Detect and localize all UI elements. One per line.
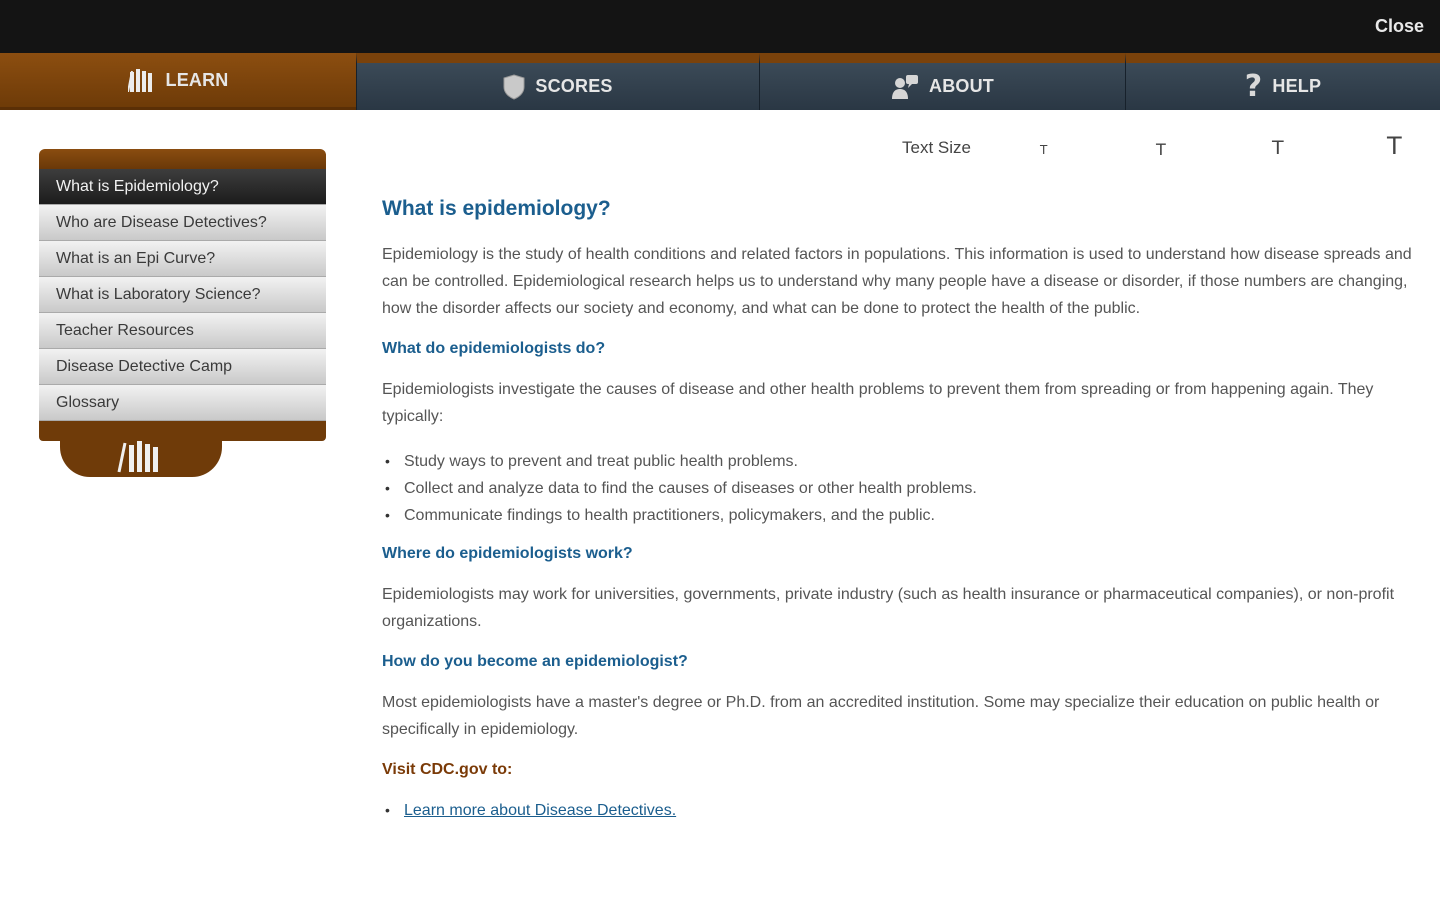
books-icon [117,439,165,478]
intro-paragraph: Epidemiology is the study of health conditions and related factors in populations. This information is used to understand how disease spreads and can be controlled. Epidemiological research helps us to understand why many people have a disease or disorder, if those numbers are changing, how the disorder affects our society and economy, and what can be done to protect the health of the public. [382,246,1412,317]
sidebar [39,149,326,441]
tab-scores-label: SCORES [535,76,613,96]
visit-cdc-heading: Visit CDC.gov to: [382,761,513,778]
sidebar-toggle-tab[interactable] [60,439,222,477]
sidebar-footer [39,421,326,441]
text-size-xlarge-button[interactable]: T [1387,132,1402,160]
disease-detectives-link[interactable]: Learn more about Disease Detectives. [404,802,677,819]
section-heading-where-work: Where do epidemiologists work? [382,545,633,562]
visit-links-list [382,797,1427,824]
list-item: • Communicate findings to health practitioners, policymakers, and the public. [382,502,1427,529]
tab-help-label: HELP [1272,76,1322,96]
sidebar-item-epi-curve[interactable]: What is an Epi Curve? [39,241,326,277]
top-bar [0,0,1440,53]
sidebar-item-laboratory-science[interactable]: What is Laboratory Science? [39,277,326,313]
sidebar-item-detective-camp[interactable]: Disease Detective Camp [39,349,326,385]
section-text-what-do: Epidemiologists investigate the causes of disease and other health problems to prevent them from spreading or from happening again. They typically: [382,381,1374,425]
sidebar-item-glossary[interactable]: Glossary [39,385,326,421]
main-content [382,197,1427,840]
tab-help[interactable] [1125,53,1440,110]
text-size-large-button[interactable]: T [1272,137,1284,159]
tab-scores[interactable] [356,53,759,110]
question-icon: ? [1244,68,1263,104]
section-text-become: Most epidemiologists have a master's degree or Ph.D. from an accredited institution. Some may specialize their education on public health or specifically in epidemiology. [382,694,1380,738]
list-item: • Collect and analyze data to find the causes of diseases or other health problems. [382,475,1427,502]
list-item [382,797,1427,824]
text-size-label: Text Size [902,138,971,157]
close-button[interactable]: Close [1374,16,1424,36]
section-text-where-work: Epidemiologists may work for universities, governments, private industry (such as health insurance or pharmaceutical companies), or non-profit organizations. [382,586,1395,630]
section-heading-become: How do you become an epidemiologist? [382,653,688,670]
text-size-medium-button[interactable]: T [1156,140,1166,159]
shield-icon [503,74,525,100]
page-title: What is epidemiology? [382,197,611,220]
tab-about-label: ABOUT [929,76,994,96]
duties-list [382,448,1427,529]
books-icon [128,68,156,92]
sidebar-item-disease-detectives[interactable]: Who are Disease Detectives? [39,205,326,241]
sidebar-header [39,149,326,169]
tab-learn[interactable] [0,53,356,110]
tab-about[interactable] [759,53,1125,110]
sidebar-item-what-is-epidemiology[interactable]: What is Epidemiology? [39,169,326,205]
person-icon [891,74,919,100]
section-heading-what-do: What do epidemiologists do? [382,340,606,357]
list-item: • Study ways to prevent and treat public health problems. [382,448,1427,475]
sidebar-item-teacher-resources[interactable]: Teacher Resources [39,313,326,349]
text-size-small-button[interactable]: T [1040,143,1048,157]
main-nav [0,53,1440,110]
tab-learn-label: LEARN [165,69,229,90]
